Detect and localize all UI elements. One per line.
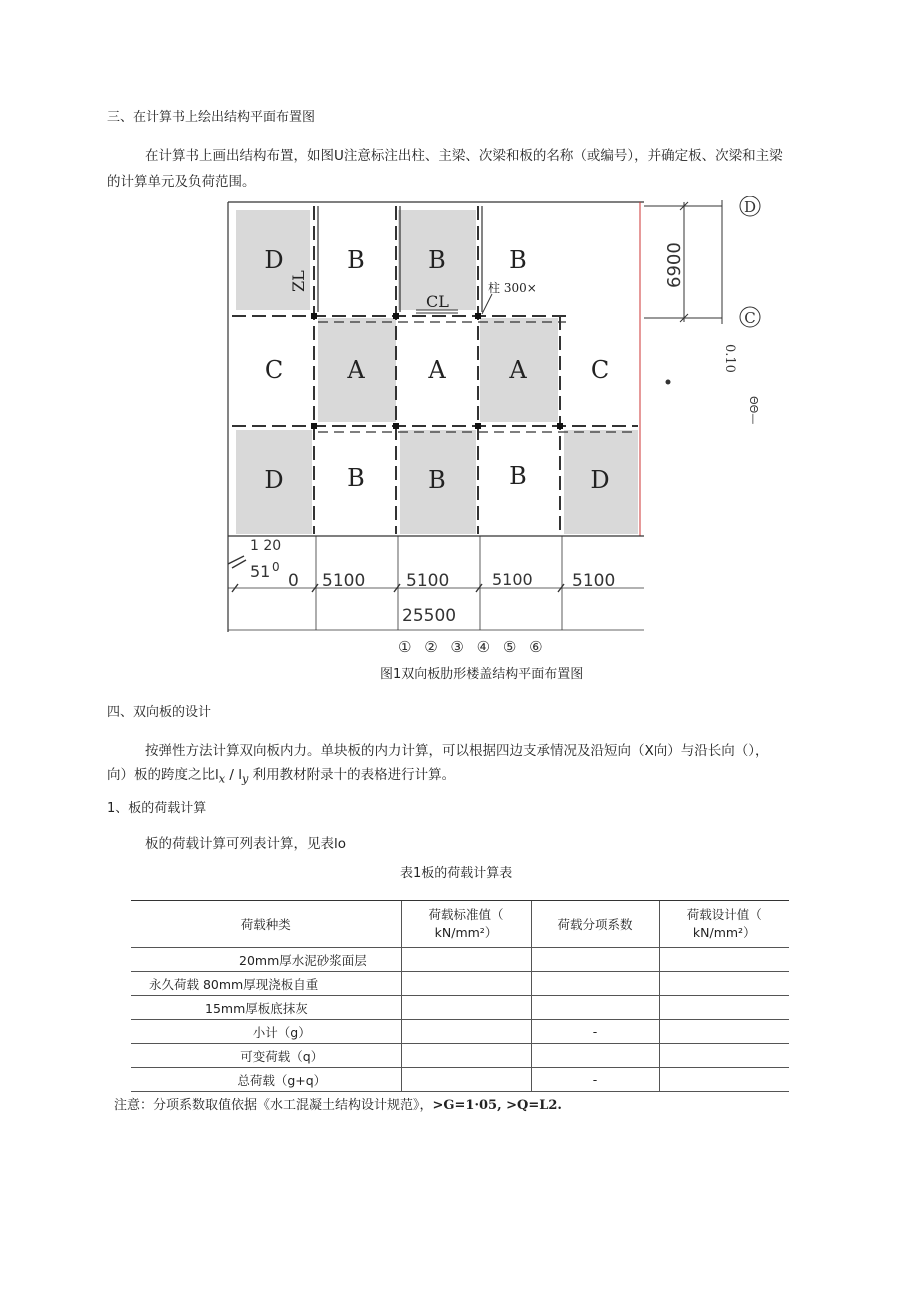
column-3 (475, 313, 481, 319)
header-partial-factor: 荷载分项系数 (531, 901, 659, 948)
vert-dim-6900: 6900 (664, 242, 685, 288)
structural-plan (226, 196, 646, 632)
panel-row3-3: B (428, 466, 446, 494)
table-header-row (131, 901, 789, 948)
axis-d: D (743, 198, 757, 216)
axis-c: C (744, 309, 756, 327)
section4-para-line2: 向）板的跨度之比$l_x / l_y$ 利用教材附录十的表格进行计算。 (107, 767, 456, 786)
panel-row1-1: D (264, 246, 284, 274)
vertical-dimension (642, 196, 772, 436)
panel-row2-4: A (509, 356, 527, 384)
column-4 (311, 423, 317, 429)
table-row: 永久荷载 80mm厚现浇板自重 (131, 972, 789, 996)
label-column: 柱 300× (488, 281, 537, 295)
dim-row1-b: 51 (250, 562, 271, 581)
section4-para-line1: 按弹性方法计算双向板内力。单块板的内力计算，可以根据四边支承情况及沿短向（X向）与沿长向（）， (145, 743, 769, 759)
table-row: 20mm厚水泥砂浆面层 (131, 948, 789, 972)
span-3: 5100 (492, 570, 533, 589)
panel-row2-2: A (347, 356, 365, 384)
dim-row1-d: 0 (288, 571, 299, 591)
garbled-text-1: 0.10 (722, 344, 737, 373)
dim-row1-a: 1 20 (250, 538, 282, 554)
span-4: 5100 (572, 571, 616, 591)
column-1 (311, 313, 317, 319)
panel-row3-4: B (509, 462, 527, 490)
panel-row2-5: C (590, 356, 610, 384)
axis-numbers: ① ② ③ ④ ⑤ ⑥ (398, 638, 547, 656)
table-row: 总荷载（g+q） - (131, 1068, 789, 1092)
subsection1-para: 板的荷载计算可列表计算，见表lo (145, 836, 347, 852)
header-design-value: 荷载设计值（ kN/mm²） (659, 901, 789, 948)
column-6 (475, 423, 481, 429)
panel-row2-3: A (428, 356, 446, 384)
panel-row3-1: D (264, 466, 284, 494)
span-2: 5100 (406, 571, 450, 591)
panel-row3-2: B (347, 464, 365, 492)
subsection1-heading: 1、板的荷载计算 (107, 801, 207, 816)
dim-row1-c: 0 (272, 560, 280, 574)
span-1: 5100 (322, 571, 366, 591)
load-table (131, 900, 789, 1092)
column-2 (393, 313, 399, 319)
section3-para-line1: 在计算书上画出结构布置，如图U注意标注出柱、主梁、次梁和板的名称（或编号），并确定板、次梁和主梁 (145, 148, 783, 164)
label-zl: ZL (289, 270, 308, 292)
table-row: 可变荷载（q） (131, 1044, 789, 1068)
column-5 (393, 423, 399, 429)
table-row: 小计（g） - (131, 1020, 789, 1044)
header-standard-value: 荷载标准值（ kN/mm²） (401, 901, 531, 948)
section3-para-line2: 的计算单元及负荷范围。 (107, 174, 256, 190)
panel-row2-1: C (264, 356, 284, 384)
section3-heading: 三、在计算书上绘出结构平面布置图 (107, 110, 316, 125)
panel-row1-3: B (428, 246, 446, 274)
figure-caption: 图1双向板肋形楼盖结构平面布置图 (380, 667, 584, 682)
table-row: 15mm厚板底抹灰 (131, 996, 789, 1020)
header-load-type: 荷载种类 (131, 901, 401, 948)
label-cl: CL (426, 292, 449, 311)
table-title: 表1板的荷载计算表 (400, 866, 513, 881)
panel-row3-5: D (590, 466, 610, 494)
panel-row1-2: B (347, 246, 365, 274)
panel-row1-4: B (509, 246, 527, 274)
span-total: 25500 (402, 606, 457, 626)
table-note: 注意：分项系数取值依据《水工混凝土结构设计规范》，>G=1·05, >Q=L2. (114, 1098, 562, 1113)
garbled-text-2: ΘΘ— (747, 396, 760, 425)
column-7 (557, 423, 563, 429)
section4-heading: 四、双向板的设计 (107, 705, 212, 720)
